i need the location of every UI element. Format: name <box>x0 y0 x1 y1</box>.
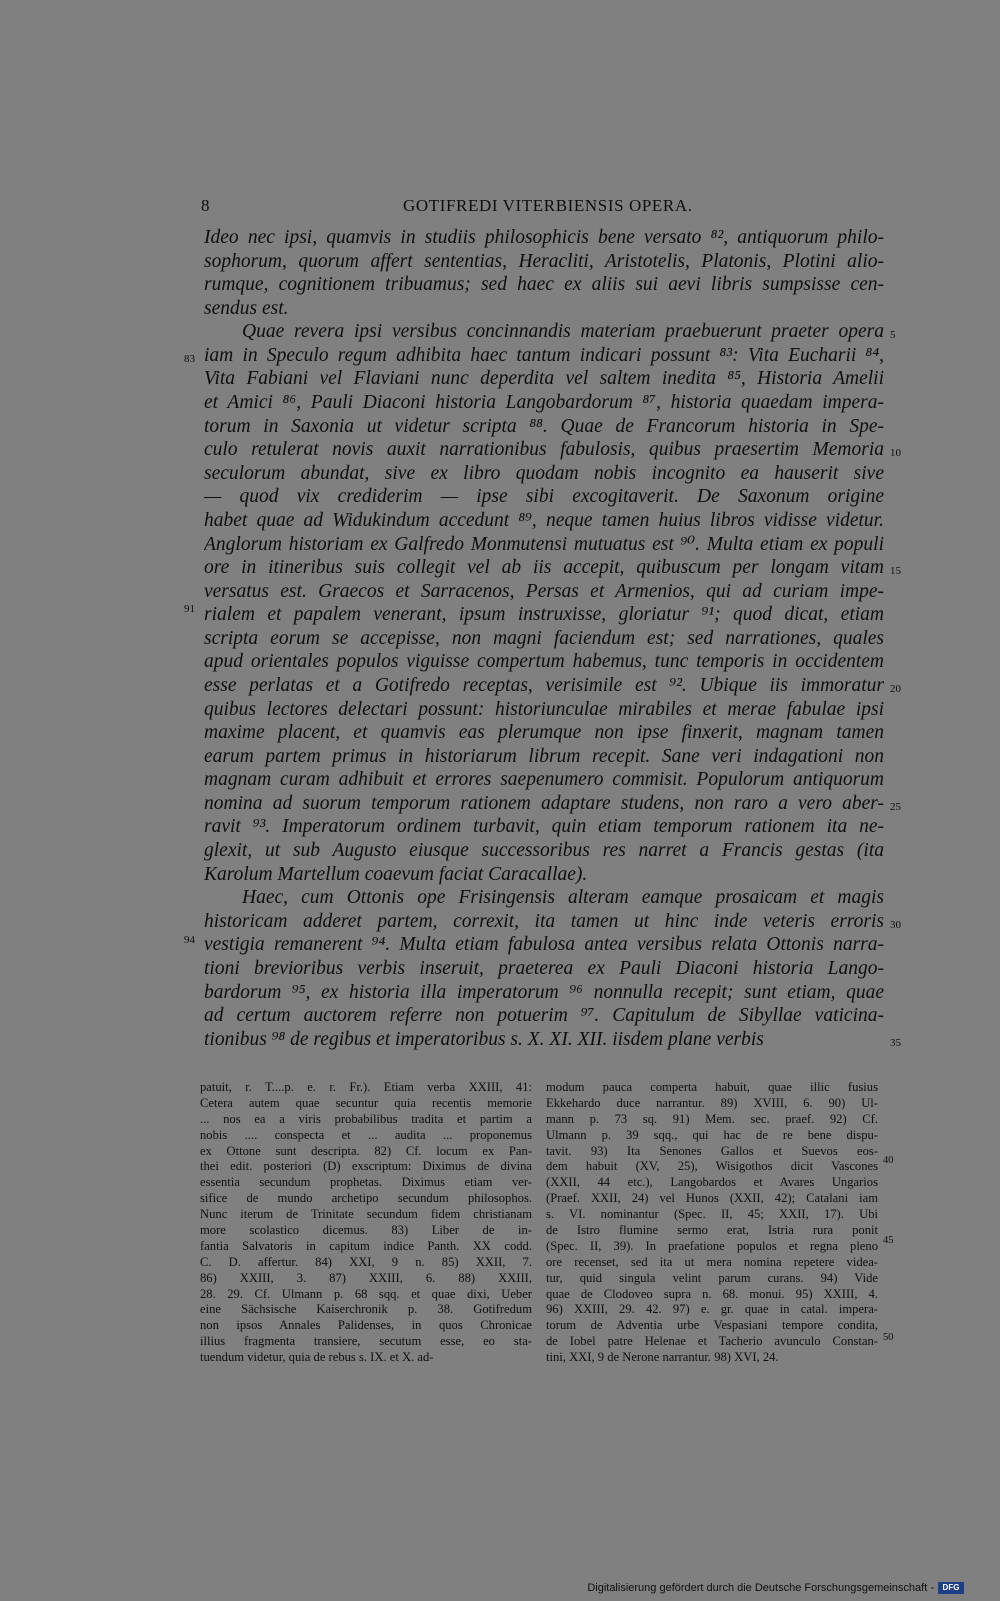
footnote-line: ... nos ea a viris probabilibus tradita et partim a <box>200 1111 532 1126</box>
text-line: vestigia remanerent ⁹⁴. Multa etiam fabulosa antea versibus relata Ottonis narra- <box>204 934 884 956</box>
footnote-line: de Istro flumine sermo erat, Istria rura ponit <box>546 1223 878 1238</box>
footnotes-right-column <box>546 1080 878 1366</box>
footnote-line: thei edit. posteriori (D) exscriptum: Diximus de divina <box>200 1159 532 1174</box>
line-number: 30 <box>890 919 901 931</box>
digitization-credit <box>587 1582 964 1594</box>
footnote-line: mann p. 73 sq. 91) Mem. sec. praef. 92) Cf. <box>546 1111 878 1126</box>
text-line: Quae revera ipsi versibus concinnandis materiam praebuerunt praeter opera <box>242 321 884 343</box>
margin-ref: 91 <box>184 603 195 615</box>
line-number: 40 <box>883 1155 894 1166</box>
footnote-line: more scolastico dicemus. 83) Liber de in- <box>200 1223 532 1238</box>
line-number: 45 <box>883 1235 894 1246</box>
text-line: Anglorum historiam ex Galfredo Monmutensi mutuatus est ⁹⁰. Multa etiam ex populi <box>204 533 884 555</box>
text-line: — quod vix crediderim — ipse sibi excogitaverit. De Saxonum origine <box>204 486 884 508</box>
text-line: et Amici ⁸⁶, Pauli Diaconi historia Langobardorum ⁸⁷, historia quaedam impera- <box>204 392 884 414</box>
line-number: 5 <box>890 329 896 341</box>
footnote-line: non ipsos Annales Palidenses, in quos Chronicae <box>200 1318 532 1333</box>
text-line: maxime placent, et quamvis eas plerumque non ipse finxerit, magnam tamen <box>204 722 884 744</box>
page-header <box>0 196 1000 220</box>
footnote-line: tur, quid singula velint parum curans. 94) Vide <box>546 1270 878 1285</box>
text-line: iam in Speculo regum adhibita haec tantum indicari possunt ⁸³: Vita Eucharii ⁸⁴, <box>204 344 884 366</box>
footnote-line: 86) XXIII, 3. 87) XXIII, 6. 88) XXIII, <box>200 1270 532 1285</box>
text-line: seculorum abundat, sive ex libro quodam nobis incognito ea hauserit sive <box>204 462 884 484</box>
text-line: Ideo nec ipsi, quamvis in studiis philosophicis bene versato ⁸², antiquorum philo- <box>204 227 884 248</box>
footnotes <box>200 1080 890 1406</box>
footnote-line: Ekkehardo duce narrantur. 89) XVIII, 6. 90) Ul- <box>546 1095 878 1110</box>
footnote-line: Nunc iterum de Trinitate secundum fidem christianam <box>200 1207 532 1222</box>
footnote-line: quae de Clodoveo supra n. 68. monui. 95) XXIII, 4. <box>546 1286 878 1301</box>
text-line: apud orientales populos viguisse compertum habemus, tunc temporis in occidentem <box>204 651 884 673</box>
footnote-line: 28. 29. Cf. Ulmann p. 68 sqq. et quae dixi, Ueber <box>200 1286 532 1301</box>
text-line: quibus lectores delectari possunt: historiunculae mirabiles et merae fabulae ipsi <box>204 698 884 720</box>
footnote-line: C. D. affertur. 84) XXI, 9 n. 85) XXII, 7. <box>200 1254 532 1269</box>
line-number: 10 <box>890 447 901 459</box>
footnote-line: ore recenset, sed ita ut mera nomina repetere videa- <box>546 1254 878 1269</box>
text-line: torum in Saxonia ut videtur scripta ⁸⁸. Quae de Francorum historia in Spe- <box>204 415 884 437</box>
credit-text: Digitalisierung gefördert durch die Deutsche Forschungsgemeinschaft - <box>587 1582 934 1594</box>
footnote-line: sifice de mundo archetipo secundum philosophos. <box>200 1191 532 1206</box>
footnote-line: patuit, r. T....p. e. r. Fr.). Etiam verba XXIII, 41: <box>200 1080 532 1094</box>
text-line: tionibus ⁹⁸ de regibus et imperatoribus s. X. XI. XII. iisdem plane verbis <box>204 1028 764 1050</box>
text-line: historicam adderet partem, correxit, ita tamen ut hinc inde veteris erroris <box>204 910 884 932</box>
main-text-block <box>204 226 884 1051</box>
text-line: Karolum Martellum coaevum faciat Caracallae). <box>204 863 588 885</box>
line-number: 50 <box>883 1332 894 1343</box>
footnote-line: torum de Adventia urbe Vespasiani tempore condita, <box>546 1318 878 1333</box>
footnote-line: ex Ottone sunt descripta. 82) Cf. locum ex Pan- <box>200 1143 532 1158</box>
text-line: Vita Fabiani vel Flaviani nunc deperdita vel saltem inedita ⁸⁵, Historia Amelii <box>204 368 884 390</box>
footnote-line: essentia secundum prophetas. Diximus etiam ver- <box>200 1175 532 1190</box>
text-line: Haec, cum Ottonis ope Frisingensis alteram eamque prosaicam et magis <box>242 887 884 909</box>
footnote-line: de Iobel patre Helenae et Tacherio avunculo Constan- <box>546 1334 878 1349</box>
text-line: rialem et papalem venerant, ipsum instruxisse, gloriatur ⁹¹; quod dicat, etiam <box>204 604 884 626</box>
running-title: GOTIFREDI VITERBIENSIS OPERA. <box>403 196 693 215</box>
text-line: ravit ⁹³. Imperatorum ordinem turbavit, quin etiam temporum rationem ita ne- <box>204 816 884 838</box>
text-line: esse perlatas et a Gotifredo receptas, verisimile est ⁹². Ubique iis immoratur <box>204 674 884 696</box>
footnote-line: 96) XXIII, 29. 42. 97) e. gr. quae in catal. impera- <box>546 1302 878 1317</box>
text-line: earum partem primus in historiarum librum recepit. Sane veri indagationi non <box>204 745 884 767</box>
footnote-line: tavit. 93) Ita Senones Gallos et Suevos eos- <box>546 1143 878 1158</box>
footnote-line: nobis .... conspecta et ... audita ... proponemus <box>200 1127 532 1142</box>
margin-ref: 83 <box>184 353 195 365</box>
footnote-line: tuendum videtur, quia de rebus s. IX. et X. ad- <box>200 1350 434 1365</box>
footnote-line: (Spec. II, 39). In praefatione populos et regna pleno <box>546 1238 878 1253</box>
text-line: ad certum auctorem referre non potuerim ⁹⁷. Capitulum de Sibyllae vaticina- <box>204 1005 884 1027</box>
footnote-line: modum pauca comperta habuit, quae illic fusius <box>546 1080 878 1094</box>
line-number: 35 <box>890 1037 901 1049</box>
text-line: glexit, ut sub Augusto eiusque successoribus res narret a Francis gestas (ita <box>204 840 884 862</box>
footnote-line: Cetera autem quae secuntur quia recentis memorie <box>200 1095 532 1110</box>
dfg-logo: DFG <box>938 1582 964 1594</box>
text-line: nomina ad suorum temporum rationem adaptare studens, non raro a vero aber- <box>204 792 884 814</box>
line-number: 15 <box>890 565 901 577</box>
text-line: tioni brevioribus verbis inseruit, praeterea ex Pauli Diaconi historia Lango- <box>204 957 884 979</box>
footnote-line: dem habuit (XV, 25), Wisigothos dicit Vascones <box>546 1159 878 1174</box>
margin-ref: 94 <box>184 934 195 946</box>
text-line: scripta eorum se accepisse, non magni faciendum est; sed narrationes, quales <box>204 627 884 649</box>
text-line: rumque, cognitionem tribuamus; sed haec ex aliis sui aevi libris sumpsisse cen- <box>204 274 884 296</box>
footnote-line: eine Sächsische Kaiserchronik p. 38. Gotifredum <box>200 1302 532 1317</box>
page-number: 8 <box>201 196 210 215</box>
footnote-line: illius fragmenta transiere, secutum esse, eo sta- <box>200 1334 532 1349</box>
footnotes-left-column <box>200 1080 532 1366</box>
footnote-line: tini, XXI, 9 de Nerone narrantur. 98) XVI, 24. <box>546 1350 779 1365</box>
text-line: ore in itineribus suis collegit vel ab iis accepit, quibuscum per longam vitam <box>204 557 884 579</box>
line-number: 25 <box>890 801 901 813</box>
footnote-line: fantia Salvatoris in capitum indice Panth. XX codd. <box>200 1238 532 1253</box>
line-number: 20 <box>890 683 901 695</box>
text-line: culo retulerat novis auxit narrationibus fabulosis, quibus praesertim Memoria <box>204 439 884 461</box>
text-line: sendus est. <box>204 297 289 319</box>
text-line: magnam curam adhibuit et errores saepenumero commisit. Populorum antiquorum <box>204 769 884 791</box>
footnote-line: Ulmann p. 39 sqq., qui hac de re bene dispu- <box>546 1127 878 1142</box>
text-line: bardorum ⁹⁵, ex historia illa imperatorum ⁹⁶ nonnulla recepit; sunt etiam, quae <box>204 981 884 1003</box>
text-line: versatus est. Graecos et Sarracenos, Persas et Armenios, qui ad curiam impe- <box>204 580 884 602</box>
text-line: sophorum, quorum affert sententias, Heracliti, Aristotelis, Platonis, Plotini alio- <box>204 250 884 272</box>
footnote-line: (XXII, 44 etc.), Langobardos et Avares Ungarios <box>546 1175 878 1190</box>
footnote-line: (Praef. XXII, 24) vel Hunos (XXII, 42); Catalani iam <box>546 1191 878 1206</box>
footnote-line: s. VI. nominantur (Spec. II, 45; XXII, 17). Ubi <box>546 1207 878 1222</box>
text-line: habet quae ad Widukindum accedunt ⁸⁹, neque tamen huius libros vidisse videtur. <box>204 509 884 531</box>
